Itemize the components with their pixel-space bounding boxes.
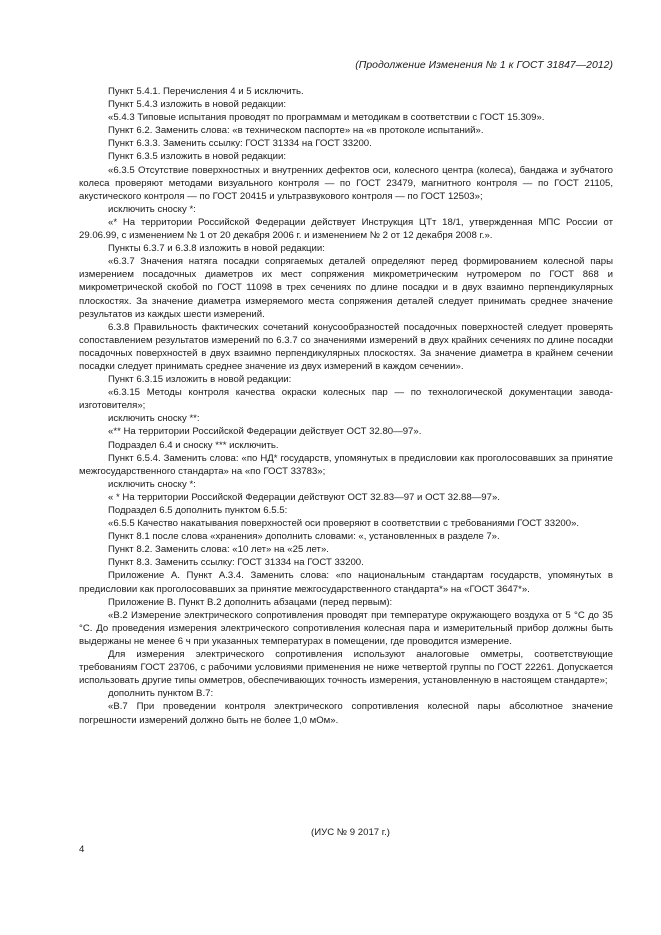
paragraph: исключить сноску **: <box>108 413 200 425</box>
paragraph: «6.3.7 Значения натяга посадки сопрягаемых деталей определяют перед формированием колесной пары измерением посадочных диаметров их мест сопряжения микрометрическим нутромером по ГОСТ 868 и микрометрической скобой по ГОСТ 11098 в трех сечениях по длине посадки и в двух взаимно перпендикулярных плоскостях. За значение диаметра измеряемого места сопряжения деталей следует принимать среднее значение результатов из каждых шести измерений. <box>79 256 613 320</box>
paragraph: Пункт 6.2. Заменить слова: «в техническом паспорте» на «в протоколе испытаний». <box>108 125 484 137</box>
page-header: (Продолжение Изменения № 1 к ГОСТ 31847—2012) <box>355 60 613 71</box>
paragraph: Пункт 6.3.5 изложить в новой редакции: <box>108 151 286 163</box>
document-body <box>79 85 613 727</box>
paragraph: Подраздел 6.4 и сноску *** исключить. <box>108 439 279 451</box>
paragraph: «6.3.5 Отсутствие поверхностных и внутренних дефектов оси, колесного центра (колеса), бандажа и зубчатого колеса проверяют методами визуального контроля — по ГОСТ 23479, магнитного контроля — по ГОСТ 21105, акустического контроля — по ГОСТ 20415 и ультразвукового контроля — по ГОСТ 12503»; <box>79 164 613 202</box>
paragraph: Пункт 8.2. Заменить слова: «10 лет» на «25 лет». <box>108 544 329 556</box>
paragraph: Приложение А. Пункт А.3.4. Заменить слова: «по национальным стандартам государств, упомянутых в предисловии как проголосовавших за принятие межгосударственного стандарта*» на «ГОСТ 3647*». <box>79 570 613 595</box>
paragraph: «В.2 Измерение электрического сопротивления проводят при температуре окружающего воздуха от 5 °С до 35 °С. До проведения измерения электрического сопротивления колесная пара и измерительный прибор должны быть выдержаны не менее 6 ч при указанных температурах в помещении, где проводится измерение. <box>79 609 613 647</box>
paragraph: Пункт 6.3.3. Заменить ссылку: ГОСТ 31334 на ГОСТ 33200. <box>108 138 372 150</box>
paragraph: « * На территории Российской Федерации действуют ОСТ 32.83—97 и ОСТ 32.88—97». <box>108 491 500 503</box>
publication-note: (ИУС № 9 2017 г.) <box>311 827 390 838</box>
paragraph: дополнить пунктом В.7: <box>108 688 214 700</box>
paragraph: Пункт 5.4.1. Перечисления 4 и 5 исключить. <box>108 86 304 97</box>
paragraph: «* На территории Российской Федерации действует Инструкция ЦТт 18/1, утвержденная МПС России от 29.06.99, с изменением № 1 от 20 декабря 2006 г. и изменением № 2 от 12 декабря 2008 г.». <box>79 216 613 242</box>
paragraph: Подраздел 6.5 дополнить пунктом 6.5.5: <box>108 505 288 516</box>
paragraph: исключить сноску *: <box>108 478 196 490</box>
paragraph: Пункт 6.5.4. Заменить слова: «по НД* государств, упомянутых в предисловии как проголосовавших за принятие межгосударственного стандарта» на «по ГОСТ 33783»; <box>79 452 613 477</box>
paragraph: Пункт 6.3.15 изложить в новой редакции: <box>108 374 292 386</box>
paragraph: 6.3.8 Правильность фактических сочетаний конусообразностей посадочных поверхностей следует проверять сопоставлением результатов измерений по 6.3.7 со значениями измерений в двух крайних сечениях по длине посадки посадочных поверхностей в двух взаимно перпендикулярных плоскостях. За значение диаметра в крайнем сечении посадки следует принимать среднее значение из двух измерений в каждом сечении». <box>79 321 613 372</box>
paragraph: «В.7 При проведении контроля электрического сопротивления колесной пары абсолютное значение погрешности измерений должно быть не более 1,0 мОм». <box>79 701 613 726</box>
paragraph: «6.5.5 Качество накатывания поверхностей оси проверяют в соответствии с требованиями ГОСТ 33200». <box>108 518 580 530</box>
paragraph: Для измерения электрического сопротивления используют аналоговые омметры, соответствующие требованиям ГОСТ 23706, с рабочими условиями применения не ниже четвертой группы по ГОСТ 22261. Допускается использовать другие типы омметров, обеспечивающих точность измерения, установленную в настоящем стандарте»; <box>79 649 613 687</box>
paragraph: исключить сноску *: <box>108 203 196 215</box>
paragraph: Приложение В. Пункт В.2 дополнить абзацами (перед первым): <box>108 596 393 608</box>
page-number: 4 <box>79 844 85 855</box>
paragraph: «6.3.15 Методы контроля качества окраски колесных пар — по технологической документации завода-изготовителя»; <box>79 387 613 412</box>
paragraph: Пункты 6.3.7 и 6.3.8 изложить в новой редакции: <box>108 243 325 255</box>
paragraph: «** На территории Российской Федерации действует ОСТ 32.80—97». <box>108 426 422 438</box>
paragraph: Пункт 8.1 после слова «хранения» дополнить словами: «, установленных в разделе 7». <box>108 531 500 543</box>
paragraph: «5.4.3 Типовые испытания проводят по программам и методикам в соответствии с ГОСТ 15.309». <box>108 112 545 124</box>
paragraph: Пункт 5.4.3 изложить в новой редакции: <box>108 99 286 111</box>
paragraph: Пункт 8.3. Заменить ссылку: ГОСТ 31334 на ГОСТ 33200. <box>108 557 364 569</box>
